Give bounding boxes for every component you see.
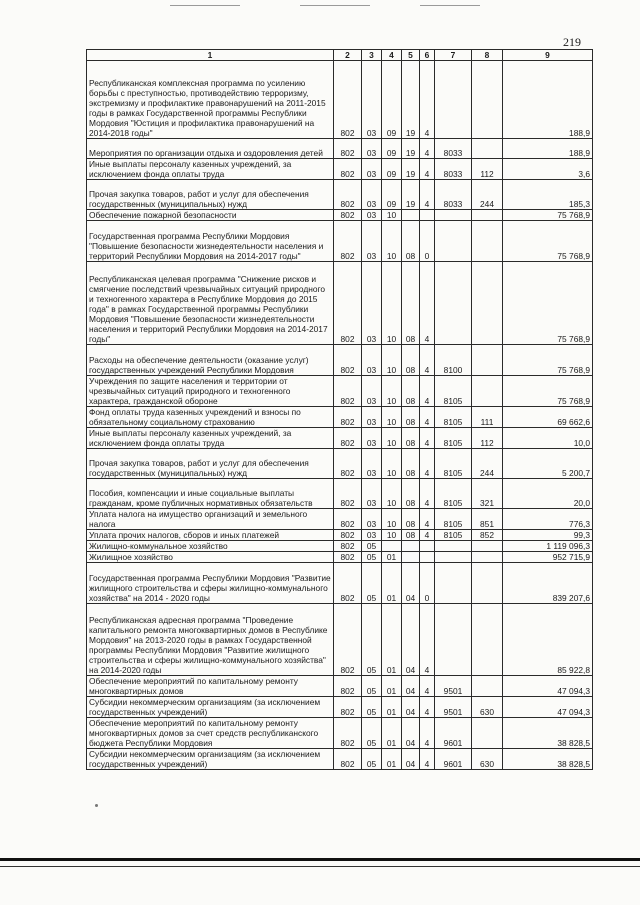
column-header: 1: [87, 50, 334, 61]
row-code-cell: 03: [362, 530, 382, 541]
row-code-cell: 03: [362, 61, 382, 139]
row-code-cell: 03: [362, 449, 382, 479]
row-code-cell: 4: [420, 345, 435, 376]
row-code-cell: 244: [472, 180, 503, 210]
row-code-cell: [472, 552, 503, 563]
row-code-cell: 08: [402, 376, 420, 407]
row-code-cell: 09: [382, 159, 402, 180]
row-code-cell: 10: [382, 221, 402, 262]
row-code-cell: 4: [420, 697, 435, 718]
row-code-cell: 8105: [435, 376, 472, 407]
row-code-cell: 8105: [435, 428, 472, 449]
row-code-cell: 03: [362, 376, 382, 407]
row-code-cell: 802: [334, 407, 362, 428]
row-name-cell: Иные выплаты персоналу казенных учреждений, за исключением фонда оплаты труда: [87, 159, 334, 180]
row-code-cell: 05: [362, 718, 382, 749]
row-name-cell: Мероприятия по организации отдыха и оздоровления детей: [87, 139, 334, 159]
row-code-cell: 802: [334, 676, 362, 697]
table-row: [87, 210, 593, 221]
row-name-cell: Иные выплаты персоналу казенных учреждений, за исключением фонда оплаты труда: [87, 428, 334, 449]
row-sum-cell: 75 768,9: [503, 262, 593, 345]
row-code-cell: 8033: [435, 159, 472, 180]
row-code-cell: 112: [472, 159, 503, 180]
table-row: [87, 563, 593, 604]
table-row: [87, 139, 593, 159]
row-code-cell: 8100: [435, 345, 472, 376]
row-code-cell: 802: [334, 541, 362, 552]
row-code-cell: [472, 718, 503, 749]
row-code-cell: 4: [420, 449, 435, 479]
row-code-cell: 04: [402, 697, 420, 718]
row-code-cell: [472, 221, 503, 262]
row-name-cell: Республиканская комплексная программа по усилению борьбы с преступностью, противодействию терроризму, экстремизму и профилактике правонарушений на 2011-2015 годы в рамках Государственной программы Республики Мордовия "Юстиция и профилактика правонарушений на 2014-2018 годы": [87, 61, 334, 139]
table-row: [87, 697, 593, 718]
row-code-cell: 04: [402, 604, 420, 676]
row-code-cell: 10: [382, 428, 402, 449]
row-code-cell: 19: [402, 139, 420, 159]
row-sum-cell: 47 094,3: [503, 697, 593, 718]
row-code-cell: 01: [382, 676, 402, 697]
row-code-cell: 09: [382, 61, 402, 139]
budget-table: [86, 49, 593, 770]
row-code-cell: 03: [362, 159, 382, 180]
row-sum-cell: 188,9: [503, 139, 593, 159]
row-code-cell: 08: [402, 262, 420, 345]
page-number: 219: [563, 35, 581, 49]
row-code-cell: 4: [420, 180, 435, 210]
row-code-cell: 630: [472, 697, 503, 718]
row-name-cell: Обеспечение мероприятий по капитальному ремонту многоквартирных домов за счет средств республиканского бюджета Республики Мордовия: [87, 718, 334, 749]
row-code-cell: 05: [362, 552, 382, 563]
row-sum-cell: 5 200,7: [503, 449, 593, 479]
row-sum-cell: 776,3: [503, 509, 593, 530]
row-code-cell: 4: [420, 749, 435, 770]
table-header-row: [87, 50, 593, 61]
table-row: [87, 509, 593, 530]
row-code-cell: 01: [382, 563, 402, 604]
row-code-cell: 08: [402, 407, 420, 428]
row-code-cell: 10: [382, 407, 402, 428]
row-code-cell: 9601: [435, 749, 472, 770]
row-code-cell: 4: [420, 479, 435, 509]
table-row: [87, 749, 593, 770]
column-header: 4: [382, 50, 402, 61]
table-row: [87, 718, 593, 749]
row-code-cell: 111: [472, 407, 503, 428]
row-code-cell: 802: [334, 530, 362, 541]
row-code-cell: 01: [382, 718, 402, 749]
row-sum-cell: 99,3: [503, 530, 593, 541]
row-code-cell: 4: [420, 604, 435, 676]
row-code-cell: 9501: [435, 697, 472, 718]
table-row: [87, 552, 593, 563]
row-code-cell: 8105: [435, 449, 472, 479]
row-code-cell: 4: [420, 718, 435, 749]
row-code-cell: [472, 676, 503, 697]
row-sum-cell: 952 715,9: [503, 552, 593, 563]
row-code-cell: 802: [334, 210, 362, 221]
row-code-cell: [472, 262, 503, 345]
table-row: [87, 479, 593, 509]
row-code-cell: 09: [382, 180, 402, 210]
row-code-cell: 03: [362, 180, 382, 210]
row-name-cell: Субсидии некоммерческим организациям (за исключением государственных учреждений): [87, 697, 334, 718]
bottom-border-thick: [0, 858, 640, 861]
table-row: [87, 180, 593, 210]
row-code-cell: [435, 210, 472, 221]
row-code-cell: 802: [334, 139, 362, 159]
row-sum-cell: 75 768,9: [503, 345, 593, 376]
row-code-cell: [420, 541, 435, 552]
row-code-cell: 802: [334, 159, 362, 180]
row-code-cell: [402, 210, 420, 221]
row-code-cell: 09: [382, 139, 402, 159]
row-code-cell: [435, 262, 472, 345]
row-name-cell: Прочая закупка товаров, работ и услуг для обеспечения государственных (муниципальных) нужд: [87, 449, 334, 479]
row-code-cell: 05: [362, 697, 382, 718]
table-row: [87, 61, 593, 139]
row-code-cell: [435, 563, 472, 604]
row-sum-cell: 38 828,5: [503, 718, 593, 749]
row-name-cell: Государственная программа Республики Мордовия "Повышение безопасности жизнедеятельности населения и территорий Республики Мордовия на 2014-2017 годы": [87, 221, 334, 262]
row-code-cell: 4: [420, 530, 435, 541]
row-name-cell: Фонд оплаты труда казенных учреждений и взносы по обязательному социальному страхованию: [87, 407, 334, 428]
row-code-cell: 802: [334, 221, 362, 262]
row-code-cell: 802: [334, 697, 362, 718]
row-code-cell: 802: [334, 345, 362, 376]
table-row: [87, 407, 593, 428]
row-code-cell: 802: [334, 718, 362, 749]
row-code-cell: 10: [382, 210, 402, 221]
row-code-cell: 630: [472, 749, 503, 770]
row-name-cell: Жилищное хозяйство: [87, 552, 334, 563]
row-code-cell: 01: [382, 697, 402, 718]
row-code-cell: 4: [420, 159, 435, 180]
row-code-cell: 8105: [435, 530, 472, 541]
row-code-cell: 802: [334, 180, 362, 210]
table-row: [87, 428, 593, 449]
row-code-cell: 08: [402, 428, 420, 449]
row-code-cell: 4: [420, 376, 435, 407]
row-sum-cell: 47 094,3: [503, 676, 593, 697]
row-sum-cell: 69 662,6: [503, 407, 593, 428]
scan-edge-line: [170, 5, 240, 6]
row-code-cell: 10: [382, 345, 402, 376]
row-code-cell: [435, 552, 472, 563]
table-row: [87, 604, 593, 676]
row-code-cell: 04: [402, 749, 420, 770]
row-code-cell: [435, 604, 472, 676]
row-code-cell: 08: [402, 509, 420, 530]
row-code-cell: [435, 541, 472, 552]
table-row: [87, 345, 593, 376]
row-code-cell: 802: [334, 449, 362, 479]
row-code-cell: 04: [402, 676, 420, 697]
row-code-cell: 852: [472, 530, 503, 541]
row-code-cell: 19: [402, 159, 420, 180]
row-sum-cell: 85 922,8: [503, 604, 593, 676]
row-name-cell: Прочая закупка товаров, работ и услуг для обеспечения государственных (муниципальных) нужд: [87, 180, 334, 210]
row-code-cell: 08: [402, 449, 420, 479]
row-sum-cell: 75 768,9: [503, 221, 593, 262]
row-name-cell: Республиканская адресная программа "Проведение капитального ремонта многоквартирных домов в Республике Мордовия" на 2013-2020 годы в рамках Государственной программы Республики Мордовия "Развитие жилищного строительства и сферы жилищно-коммунального хозяйства" на 2014-2020 годы: [87, 604, 334, 676]
row-code-cell: [435, 61, 472, 139]
row-sum-cell: 839 207,6: [503, 563, 593, 604]
row-code-cell: 03: [362, 509, 382, 530]
row-code-cell: 08: [402, 221, 420, 262]
row-name-cell: Уплата налога на имущество организаций и земельного налога: [87, 509, 334, 530]
row-code-cell: [472, 376, 503, 407]
row-code-cell: 10: [382, 449, 402, 479]
row-code-cell: 0: [420, 563, 435, 604]
table-row: [87, 221, 593, 262]
row-code-cell: 8105: [435, 509, 472, 530]
row-code-cell: 4: [420, 139, 435, 159]
row-code-cell: 10: [382, 376, 402, 407]
row-code-cell: [402, 541, 420, 552]
row-code-cell: [420, 210, 435, 221]
row-code-cell: 08: [402, 345, 420, 376]
row-code-cell: 19: [402, 180, 420, 210]
row-code-cell: 802: [334, 479, 362, 509]
row-code-cell: [382, 541, 402, 552]
row-code-cell: 802: [334, 428, 362, 449]
row-name-cell: Расходы на обеспечение деятельности (оказание услуг) государственных учреждений Республики Мордовия: [87, 345, 334, 376]
table-row: [87, 541, 593, 552]
table-row: [87, 159, 593, 180]
row-code-cell: [472, 563, 503, 604]
scan-edge-line: [300, 5, 370, 6]
row-code-cell: 01: [382, 749, 402, 770]
row-code-cell: 10: [382, 509, 402, 530]
row-code-cell: 4: [420, 509, 435, 530]
row-code-cell: 802: [334, 61, 362, 139]
scan-edge-line: [420, 5, 480, 6]
row-code-cell: 05: [362, 541, 382, 552]
row-code-cell: 8105: [435, 407, 472, 428]
row-sum-cell: 185,3: [503, 180, 593, 210]
row-code-cell: 802: [334, 749, 362, 770]
row-code-cell: 8033: [435, 180, 472, 210]
row-name-cell: Субсидии некоммерческим организациям (за исключением государственных учреждений): [87, 749, 334, 770]
row-sum-cell: 38 828,5: [503, 749, 593, 770]
column-header: 5: [402, 50, 420, 61]
row-code-cell: 04: [402, 563, 420, 604]
row-code-cell: 03: [362, 428, 382, 449]
row-code-cell: 03: [362, 221, 382, 262]
row-code-cell: 03: [362, 262, 382, 345]
row-code-cell: [472, 61, 503, 139]
row-code-cell: 4: [420, 428, 435, 449]
row-code-cell: 802: [334, 262, 362, 345]
row-code-cell: 19: [402, 61, 420, 139]
row-sum-cell: 1 119 096,3: [503, 541, 593, 552]
row-sum-cell: 188,9: [503, 61, 593, 139]
row-code-cell: [472, 210, 503, 221]
row-name-cell: Пособия, компенсации и иные социальные выплаты гражданам, кроме публичных нормативных обязательств: [87, 479, 334, 509]
row-code-cell: 03: [362, 407, 382, 428]
row-code-cell: 01: [382, 552, 402, 563]
row-code-cell: 8105: [435, 479, 472, 509]
table-row: [87, 530, 593, 541]
row-sum-cell: 3,6: [503, 159, 593, 180]
row-code-cell: 4: [420, 676, 435, 697]
row-code-cell: 04: [402, 718, 420, 749]
row-code-cell: 05: [362, 749, 382, 770]
row-code-cell: 4: [420, 61, 435, 139]
row-code-cell: 03: [362, 345, 382, 376]
scan-speck: [95, 804, 98, 807]
row-code-cell: [472, 345, 503, 376]
row-code-cell: 4: [420, 262, 435, 345]
row-code-cell: 8033: [435, 139, 472, 159]
row-code-cell: 05: [362, 604, 382, 676]
row-sum-cell: 75 768,9: [503, 210, 593, 221]
row-code-cell: 9501: [435, 676, 472, 697]
row-code-cell: 4: [420, 407, 435, 428]
row-name-cell: Уплата прочих налогов, сборов и иных платежей: [87, 530, 334, 541]
table-row: [87, 449, 593, 479]
row-sum-cell: 20,0: [503, 479, 593, 509]
row-code-cell: 05: [362, 563, 382, 604]
row-code-cell: 05: [362, 676, 382, 697]
row-code-cell: 0: [420, 221, 435, 262]
table-row: [87, 262, 593, 345]
column-header: 8: [472, 50, 503, 61]
row-code-cell: 802: [334, 563, 362, 604]
row-code-cell: [435, 221, 472, 262]
row-code-cell: 244: [472, 449, 503, 479]
row-code-cell: [472, 541, 503, 552]
row-code-cell: 851: [472, 509, 503, 530]
table-row: [87, 676, 593, 697]
row-name-cell: Жилищно-коммунальное хозяйство: [87, 541, 334, 552]
column-header: 9: [503, 50, 593, 61]
row-code-cell: 10: [382, 262, 402, 345]
row-code-cell: 112: [472, 428, 503, 449]
row-sum-cell: 10,0: [503, 428, 593, 449]
row-sum-cell: 75 768,9: [503, 376, 593, 407]
row-code-cell: 9601: [435, 718, 472, 749]
row-code-cell: 08: [402, 530, 420, 541]
row-code-cell: 03: [362, 139, 382, 159]
row-name-cell: Государственная программа Республики Мордовия "Развитие жилищного строительства и сферы жилищно-коммунального хозяйства" на 2014 - 2020 годы: [87, 563, 334, 604]
row-code-cell: 802: [334, 509, 362, 530]
row-code-cell: [472, 139, 503, 159]
column-header: 3: [362, 50, 382, 61]
row-code-cell: [402, 552, 420, 563]
row-code-cell: 01: [382, 604, 402, 676]
column-header: 7: [435, 50, 472, 61]
row-code-cell: 802: [334, 604, 362, 676]
row-code-cell: 10: [382, 479, 402, 509]
row-code-cell: 802: [334, 376, 362, 407]
column-header: 6: [420, 50, 435, 61]
row-name-cell: Обеспечение пожарной безопасности: [87, 210, 334, 221]
row-code-cell: 10: [382, 530, 402, 541]
row-code-cell: 08: [402, 479, 420, 509]
row-code-cell: 802: [334, 552, 362, 563]
row-code-cell: 03: [362, 479, 382, 509]
row-code-cell: 03: [362, 210, 382, 221]
row-code-cell: 321: [472, 479, 503, 509]
row-name-cell: Республиканская целевая программа "Снижение рисков и смягчение последствий чрезвычайных ситуаций природного и техногенного характера в Республике Мордовия до 2015 года" в рамках Государственной программы Республики Мордовия "Повышение безопасности жизнедеятельности населения и территорий Республики Мордовия на 2014-2017 годы": [87, 262, 334, 345]
bottom-border-thin: [0, 866, 640, 867]
row-code-cell: [420, 552, 435, 563]
row-name-cell: Обеспечение мероприятий по капитальному ремонту многоквартирных домов: [87, 676, 334, 697]
row-code-cell: [472, 604, 503, 676]
table-row: [87, 376, 593, 407]
column-header: 2: [334, 50, 362, 61]
row-name-cell: Учреждения по защите населения и территории от чрезвычайных ситуаций природного и техногенного характера, гражданской обороне: [87, 376, 334, 407]
